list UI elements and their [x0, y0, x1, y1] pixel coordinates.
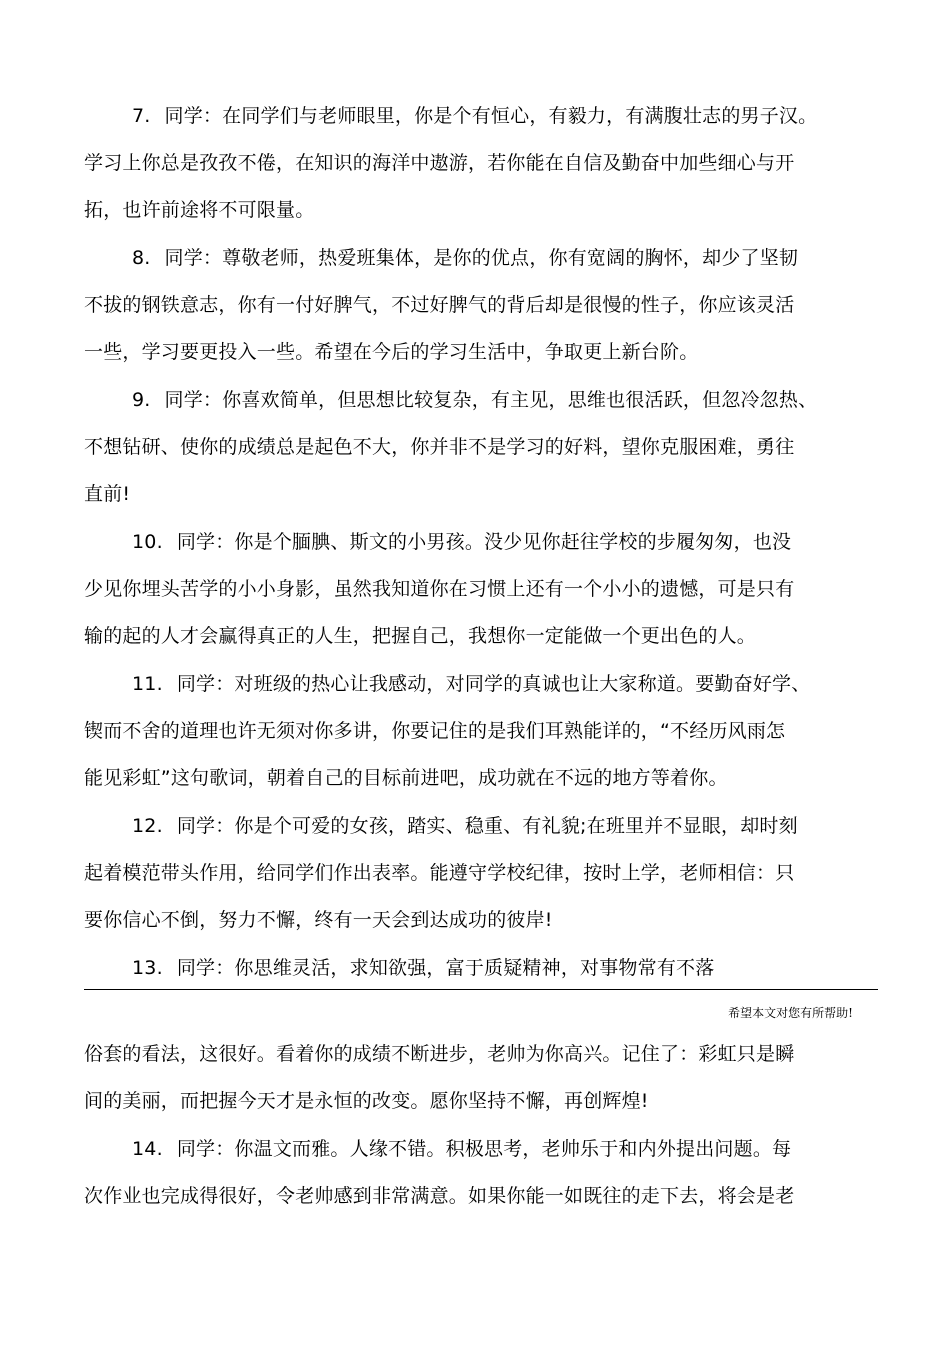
page-footer-divider: [84, 989, 878, 990]
paragraph-number: 9.: [132, 389, 151, 411]
paragraph-line: 学习上你总是孜孜不倦，在知识的海洋中遨游，若你能在自信及勤奋中加些细心与开: [84, 152, 795, 174]
paragraph-line: 一些，学习要更投入一些。希望在今后的学习生活中，争取更上新台阶。: [84, 341, 699, 363]
paragraph-line: 拓，也许前途将不可限量。: [84, 199, 315, 221]
paragraph-line: 不拔的钢铁意志，你有一付好脾气，不过好脾气的背后却是很慢的性子，你应该灵活: [84, 294, 795, 316]
paragraph-line: 8. 同学：尊敬老师，热爱班集体，是你的优点，你有宽阔的胸怀，却少了坚韧: [132, 247, 799, 269]
paragraph-line: 间的美丽，而把握今天才是永恒的改变。愿你坚持不懈，再创辉煌!: [84, 1090, 649, 1112]
paragraph-number: 11.: [132, 673, 163, 695]
paragraph-line: 次作业也完成得很好，令老帅感到非常满意。如果你能一如既往的走下去，将会是老: [84, 1185, 795, 1207]
paragraph-number: 13.: [132, 957, 163, 979]
paragraph-line: 9. 同学：你喜欢简单，但思想比较复杂，有主见，思维也很活跃，但忽冷忽热、: [132, 389, 818, 411]
paragraph-number: 8.: [132, 247, 151, 269]
paragraph-line: 俗套的看法，这很好。看着你的成绩不断进步，老帅为你高兴。记住了：彩虹只是瞬: [84, 1043, 795, 1065]
paragraph-line: 能见彩虹”这句歌词，朝着自己的目标前进吧，成功就在不远的地方等着你。: [84, 767, 728, 789]
paragraph-number: 12.: [132, 815, 163, 837]
paragraph-line: 直前!: [84, 483, 131, 505]
paragraph-number: 7.: [132, 105, 151, 127]
paragraph-line: 13. 同学：你思维灵活，求知欲强，富于质疑精神，对事物常有不落: [132, 957, 715, 979]
paragraph-line: 起着模范带头作用，给同学们作出表率。能遵守学校纪律，按时上学，老师相信：只: [84, 862, 795, 884]
paragraph-number: 14.: [132, 1138, 163, 1160]
paragraph-line: 12. 同学：你是个可爱的女孩，踏实、稳重、有礼貌;在班里并不显眼，却时刻: [132, 815, 798, 837]
paragraph-line: 10. 同学：你是个腼腆、斯文的小男孩。没少见你赶往学校的步履匆匆，也没: [132, 531, 792, 553]
paragraph-line: 14. 同学：你温文而雅。人缘不错。积极思考，老帅乐于和内外提出问题。每: [132, 1138, 792, 1160]
paragraph-line: 7. 同学：在同学们与老师眼里，你是个有恒心，有毅力，有满腹壮志的男子汉。: [132, 105, 818, 127]
paragraph-line: 锲而不舍的道理也许无须对你多讲，你要记住的是我们耳熟能详的，“不经历风雨怎: [84, 720, 786, 742]
paragraph-line: 少见你埋头苦学的小小身影，虽然我知道你在习惯上还有一个小小的遗憾，可是只有: [84, 578, 795, 600]
paragraph-line: 不想钻研、使你的成绩总是起色不大，你并非不是学习的好料，望你克服困难，勇往: [84, 436, 795, 458]
paragraph-line: 11. 同学：对班级的热心让我感动，对同学的真诚也让大家称道。要勤奋好学、: [132, 673, 811, 695]
paragraph-number: 10.: [132, 531, 163, 553]
page-footer-note: 希望本文对您有所帮助!: [728, 1006, 853, 1020]
paragraph-line: 要你信心不倒，努力不懈，终有一天会到达成功的彼岸!: [84, 909, 553, 931]
paragraph-line: 输的起的人才会赢得真正的人生，把握自己，我想你一定能做一个更出色的人。: [84, 625, 757, 647]
